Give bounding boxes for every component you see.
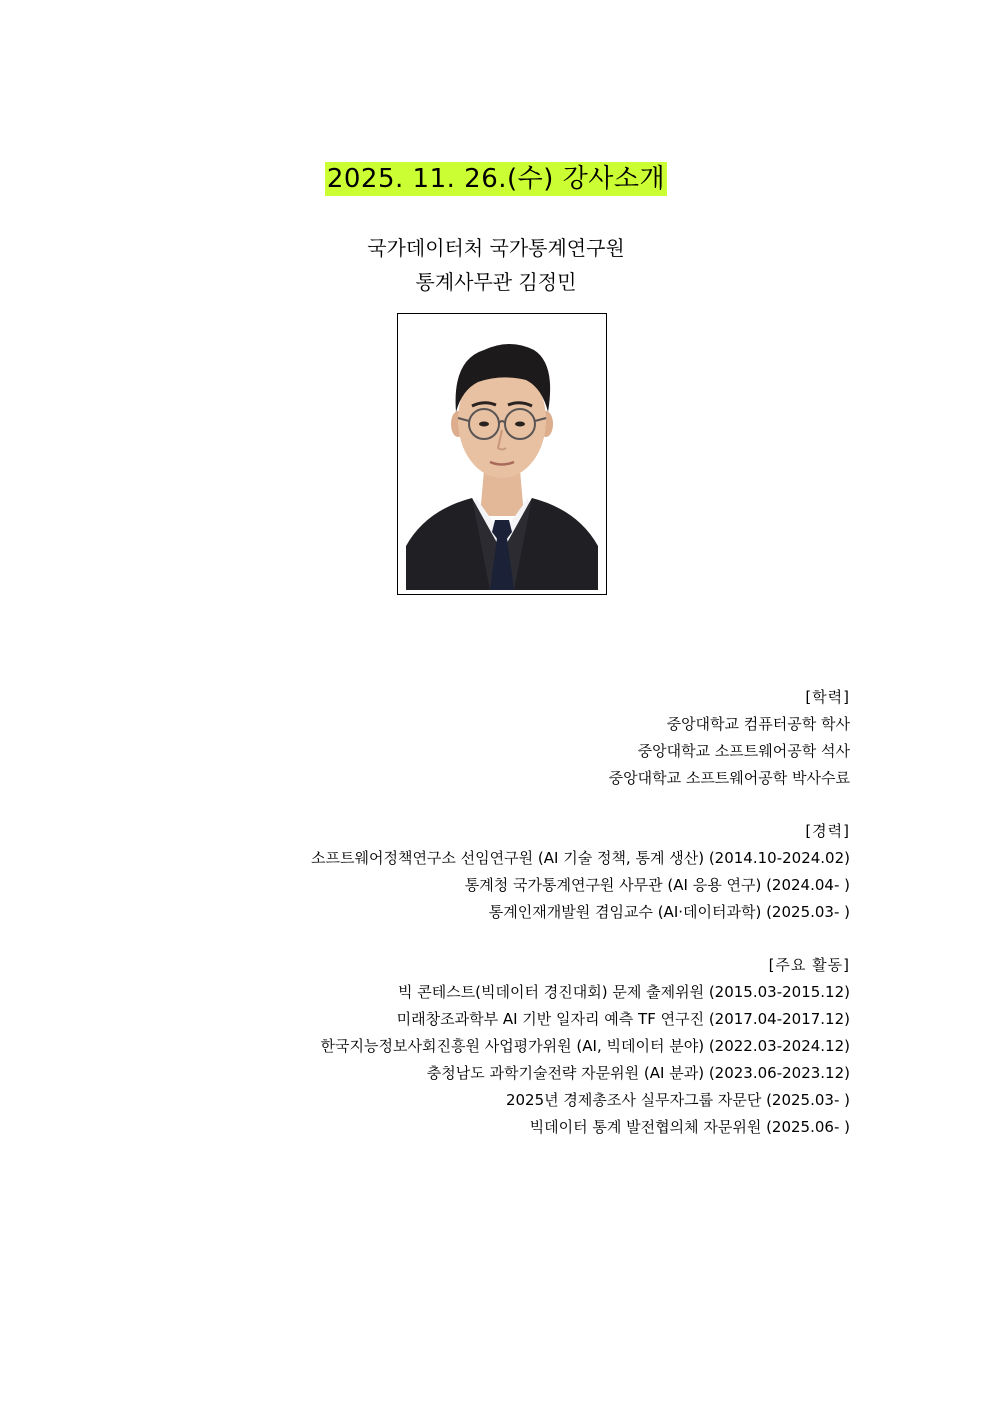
speaker-info bbox=[0, 231, 992, 299]
list-item: 통계인재개발원 겸임교수 (AI·데이터과학) (2025.03- ) bbox=[488, 903, 850, 921]
speaker-position-name: 통계사무관 김정민 bbox=[415, 270, 577, 294]
list-item: 빅 콘테스트(빅데이터 경진대회) 문제 출제위원 (2015.03-2015.12) bbox=[397, 983, 850, 1001]
list-item: 중앙대학교 소프트웨어공학 석사 bbox=[637, 742, 850, 760]
page-title: 2025. 11. 26.(수) 강사소개 bbox=[326, 164, 666, 194]
list-item: 중앙대학교 소프트웨어공학 박사수료 bbox=[608, 769, 850, 787]
speaker-photo bbox=[406, 320, 598, 590]
career-section bbox=[311, 818, 850, 926]
list-item: 빅데이터 통계 발전협의체 자문위원 (2025.06- ) bbox=[529, 1118, 850, 1136]
education-section bbox=[311, 684, 850, 792]
activities-section bbox=[311, 952, 850, 1141]
list-item: 통계청 국가통계연구원 사무관 (AI 응용 연구) (2024.04- ) bbox=[464, 876, 850, 894]
speaker-portrait-illustration bbox=[406, 320, 598, 590]
speaker-photo-frame bbox=[397, 313, 607, 595]
list-item: 2025년 경제총조사 실무자그룹 자문단 (2025.03- ) bbox=[505, 1091, 850, 1109]
list-item: 충청남도 과학기술전략 자문위원 (AI 분과) (2023.06-2023.12) bbox=[426, 1064, 850, 1082]
list-item: 미래창조과학부 AI 기반 일자리 예측 TF 연구진 (2017.04-2017.12) bbox=[396, 1010, 850, 1028]
section-heading-activities: [주요 활동] bbox=[768, 956, 850, 974]
profile-sections bbox=[311, 684, 850, 1167]
speaker-organization: 국가데이터처 국가통계연구원 bbox=[367, 236, 625, 260]
section-heading-education: [학력] bbox=[805, 688, 850, 706]
section-heading-career: [경력] bbox=[805, 822, 850, 840]
list-item: 중앙대학교 컴퓨터공학 학사 bbox=[666, 715, 850, 733]
list-item: 한국지능정보사회진흥원 사업평가위원 (AI, 빅데이터 분야) (2022.03-2024.12) bbox=[320, 1037, 850, 1055]
title-container bbox=[0, 162, 992, 196]
list-item: 소프트웨어정책연구소 선임연구원 (AI 기술 정책, 통계 생산) (2014.10-2024.02) bbox=[311, 849, 850, 867]
